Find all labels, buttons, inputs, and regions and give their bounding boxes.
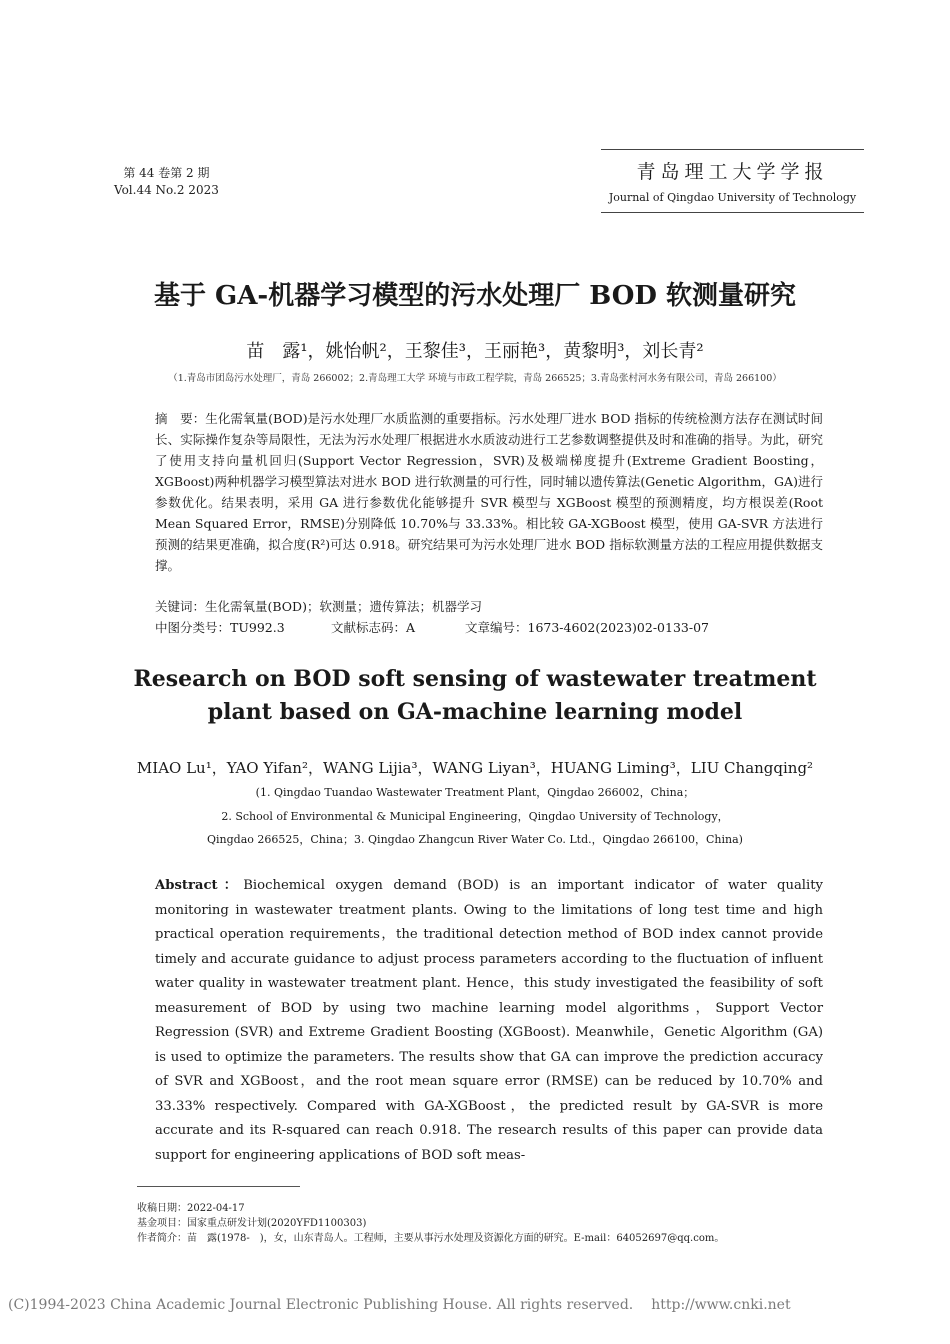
keywords-cn-label: 关键词：: [155, 599, 206, 614]
affiliations-en: [0, 781, 950, 852]
volume-en: Vol.44 No.2 2023: [114, 183, 219, 197]
received-date: 收稿日期：2022-04-17: [137, 1203, 245, 1214]
classification-line: [155, 617, 855, 638]
copyright-text: (C)1994-2023 China Academic Journal Electronic Publishing House. All rights reserved.: [8, 1297, 634, 1313]
affiliations-cn: （1.青岛市团岛污水处理厂，青岛 266002；2.青岛理工大学 环境与市政工程学院，青岛 266525；3.青岛张村河水务有限公司，青岛 266100）: [168, 373, 782, 384]
abstract-cn: [155, 408, 823, 576]
abstract-cn-text: 生化需氧量(BOD)是污水处理厂水质监测的重要指标。污水处理厂进水 BOD 指标的传统检测方法存在测试时间长、实际操作复杂等局限性，无法为污水处理厂根据进水水质波动进行工艺参数调整提供及时和准确的指导。为此，研究了使用支持向量机回归(Support Vector Regression，SVR)及极端梯度提升(Extreme Gradient Boosting，XGBoost)两种机器学习模型算法对进水 BOD 进行软测量的可行性，同时辅以遗传算法(Genetic Algorithm，GA)进行参数优化。结果表明，采用 GA 进行参数优化能够提升 SVR 模型与 XGBoost 模型的预测精度，均方根误差(Root Mean Squared Error，RMSE)分别降低 10.70%与 33.33%。相比较 GA-XGBoost 模型，使用 GA-SVR 方法进行预测的结果更准确，拟合度(R²)可达 0.918。研究结果可为污水处理厂进水 BOD 指标软测量方法的工程应用提供数据支撑。: [155, 411, 823, 573]
cnki-url[interactable]: http://www.cnki.net: [651, 1297, 791, 1313]
cnki-watermark: [8, 1297, 791, 1313]
journal-name-en: Journal of Qingdao University of Technology: [608, 191, 857, 204]
header-rule-bottom: [601, 212, 864, 213]
article-number: 文章编号：1673-4602(2023)02-0133-07: [465, 620, 709, 635]
issue-info: [114, 165, 219, 199]
journal-name-cn: 青岛理工大学学报: [636, 161, 829, 183]
paper-title-en-line2: plant based on GA-machine learning model: [207, 699, 743, 725]
abstract-en: [155, 874, 823, 1168]
authors-en: MIAO Lu¹，YAO Yifan²，WANG Lijia³，WANG Liyan³，HUANG Liming³，LIU Changqing²: [136, 759, 814, 777]
volume-cn: 第 44 卷第 2 期: [123, 166, 210, 180]
author-bio: 作者简介：苗 露(1978- )，女，山东青岛人。工程师，主要从事污水处理及资源化方面的研究。E-mail：64052697@qq.com。: [137, 1233, 725, 1244]
abstract-en-label: Abstract：: [155, 878, 244, 893]
keywords-cn: [155, 596, 482, 617]
clc-number: 中图分类号：TU992.3: [155, 620, 285, 635]
paper-title-cn: 基于 GA-机器学习模型的污水处理厂 BOD 软测量研究: [154, 281, 796, 311]
authors-cn: 苗 露¹，姚怡帆²，王黎佳³，王丽艳³，黄黎明³，刘长青²: [246, 341, 704, 362]
affiliation-en-line2: 2. School of Environmental & Municipal Engineering，Qingdao University of Technology，: [221, 809, 729, 823]
fund-project: 基金项目：国家重点研发计划(2020YFD1100303): [137, 1218, 367, 1229]
abstract-cn-label: 摘 要：: [155, 411, 206, 426]
footnote-rule: [137, 1186, 300, 1187]
abstract-en-text: Biochemical oxygen demand (BOD) is an important indicator of water quality monitoring in wastewater treatment plants. Owing to the limitations of long test time and high practical operation requirements，the traditional detection method of BOD index cannot provide timely and accurate guidance to adjust process parameters according to the fluctuation of influent water quality in wastewater treatment plant. Hence，this study investigated the feasibility of soft measurement of BOD by using two machine learning model algorithms，Support Vector Regression (SVR) and Extreme Gradient Boosting (XGBoost). Meanwhile，Genetic Algorithm (GA) is used to optimize the parameters. The results show that GA can improve the prediction accuracy of SVR and XGBoost，and the root mean square error (RMSE) can be reduced by 10.70% and 33.33% respectively. Compared with GA-XGBoost，the predicted result by GA-SVR is more accurate and its R-squared can reach 0.918. The research results of this paper can provide data support for engineering applications of BOD soft meas-: [155, 878, 823, 1163]
keywords-cn-text: 生化需氧量(BOD)；软测量；遗传算法；机器学习: [205, 599, 482, 614]
document-code: 文献标志码：A: [331, 620, 416, 635]
paper-title-en-line1: Research on BOD soft sensing of wastewater treatment: [133, 666, 817, 692]
affiliation-en-line1: (1. Qingdao Tuandao Wastewater Treatment Plant，Qingdao 266002，China；: [255, 786, 695, 799]
affiliation-en-line3: Qingdao 266525，China；3. Qingdao Zhangcun River Water Co. Ltd.，Qingdao 266100，China): [207, 833, 743, 846]
header-rule-top: [601, 149, 864, 150]
paper-title-en: [0, 663, 950, 729]
